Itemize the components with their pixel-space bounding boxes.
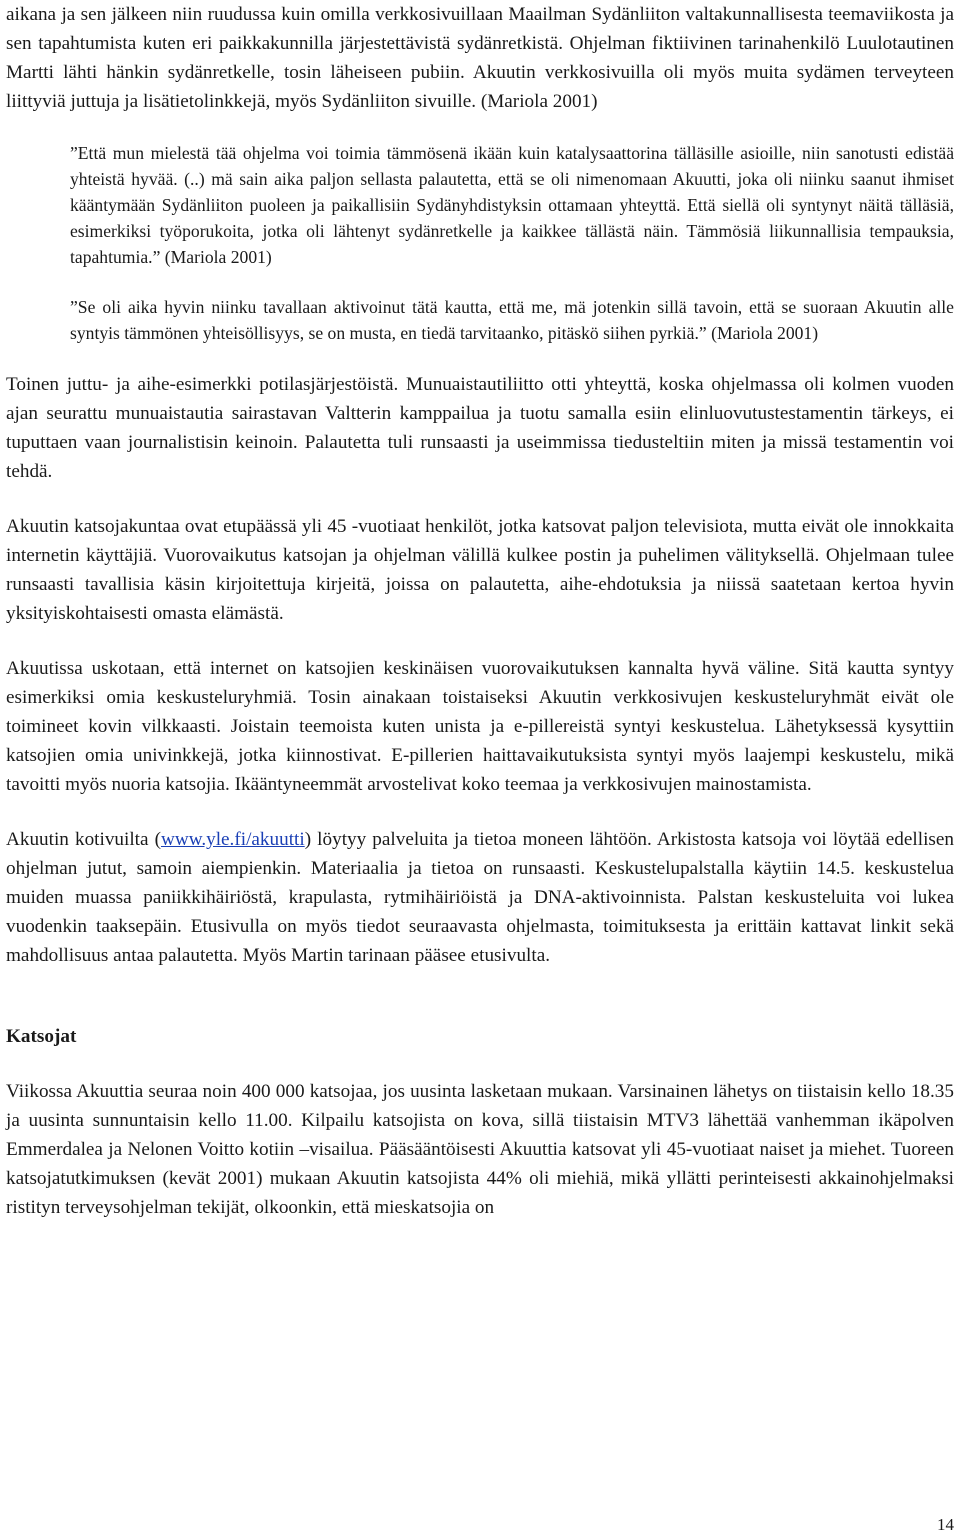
paragraph-munuaistautiliitto: Toinen juttu- ja aihe-esimerkki potilasjärjestöistä. Munuaistautiliitto otti yhteyttä, koska ohjelmassa oli kolmen vuoden ajan seurattu munuaistautia sairastavan Valtterin kamppailua ja tuotu samalla esiin elinluovutustestamentin tärkeys, ei tuputtaen vaan journalistisin keinoin. Palautetta tuli runsaasti ja useimmissa tiedusteltiin miten ja missä testamentin voi tehdä. xyxy=(6,374,954,482)
akuutti-link[interactable]: www.yle.fi/akuutti xyxy=(161,829,305,850)
paragraph-sydanliitto: aikana ja sen jälkeen niin ruudussa kuin omilla verkkosivuillaan Maailman Sydänliiton valtakunnallisesta teemaviikosta ja sen tapahtumista kuten eri paikkakunnilla järjestettävistä sydänretkistä. Ohjelman fiktiivinen tarinahenkilö Luulotautinen Martti lähti hänkin sydänretkelle, tosin läheiseen pubiin. Akuutin verkkosivuilla oli myös muita sydämen terveyteen liittyviä juttuja ja lisätietolinkkejä, myös Sydänliiton sivuille. (Mariola 2001) xyxy=(6,4,954,112)
quote-catalyst: ”Että mun mielestä tää ohjelma voi toimia tämmösenä ikään kuin katalysaattorina tälläsille asioille, niin sanotusti edistää yhteistä hyvää. (..) mä sain aika paljon sellasta palautetta, että se oli nimenomaan Akuutti, joka oli niinku saanut ihmiset kääntymään Sydänliiton puoleen ja paikallisiin Sydänyhdistyksin ottamaan yhteyttä. Että siellä oli syntynyt näitä tälläsiä, esimerkiksi työporukoita, jotka oli lähtenyt sydänretkelle ja kaikkee tällästä näin. Tämmösiä liikunnallisia tempauksia, tapahtumia.” (Mariola 2001) xyxy=(70,143,954,267)
website-text-after: ) löytyy palveluita ja tietoa moneen lähtöön. Arkistosta katsoja voi löytää edellisen ohjelman jutut, samoin aiempienkin. Materiaalia ja tietoa on runsaasti. Keskustelupalstalla käytiin 14.5. keskustelua muiden muassa paniikkihäiriöstä, krapulasta, rytmihäiriöistä ja DNA-aktivoinnista. Palstan keskusteluita voi lukea vuodenkin taaksepäin. Etusivulla on myös tiedot seuraavasta ohjelmasta, toimituksesta ja erittäin kattavat linkit sekä mahdollisuus antaa palautetta. Myös Martin tarinaan pääsee etusivulta. xyxy=(6,829,954,966)
document-page xyxy=(6,0,954,1222)
paragraph-website xyxy=(6,825,954,970)
paragraph-internet: Akuutissa uskotaan, että internet on katsojien keskinäisen vuorovaikutuksen kannalta hyvä väline. Sitä kautta syntyy esimerkiksi omia keskusteluryhmiä. Tosin ainakaan toistaiseksi Akuutin verkkosivujen keskusteluryhmät eivät ole toimineet kovin vilkkaasti. Joistain teemoista kuten unista ja e-pillereistä syntyi keskustelua. Lähetyksessä kysyttiin katsojien omia univinkkejä, jotka kiinnostivat. E-pillerien haittavaikutuksista syntyi myös laajempi keskustelu, mikä tavoitti myös nuoria katsojia. Ikääntyneemmät arvostelivat koko teemaa ja verkkosivujen mainostamista. xyxy=(6,658,954,795)
website-text-before: Akuutin kotivuilta ( xyxy=(6,829,161,850)
paragraph-viewers: Viikossa Akuuttia seuraa noin 400 000 katsojaa, jos uusinta lasketaan mukaan. Varsinainen lähetys on tiistaisin kello 18.35 ja uusinta sunnuntaisin kello 11.00. Kilpailu katsojista on kova, sillä tiistaisin MTV3 lähettää vanhemman ikäpolven Emmerdalea ja Nelonen Voitto kotiin –visailua. Pääsääntöisesti Akuuttia katsovat yli 45-vuotiaat naiset ja miehet. Tuoreen katsojatutkimuksen (kevät 2001) mukaan Akuutin katsojista 44% oli miehiä, mikä yllätti perinteisesti akkainohjelmaksi ristityn terveysohjelman tekijät, olkoonkin, että mieskatsojia on xyxy=(6,1081,954,1218)
paragraph-audience: Akuutin katsojakuntaa ovat etupäässä yli 45 -vuotiaat henkilöt, jotka katsovat paljon televisiota, mutta eivät ole innokkaita internetin käyttäjiä. Vuorovaikutus katsojan ja ohjelman välillä kulkee postin ja puhelimen välityksellä. Ohjelmaan tulee runsaasti tavallisia käsin kirjoitettuja kirjeitä, joissa on palautetta, aihe-ehdotuksia ja niissä saatetaan kertoa hyvin yksityiskohtaisesti omasta elämästä. xyxy=(6,516,954,624)
quote-community: ”Se oli aika hyvin niinku tavallaan aktivoinut tätä kautta, että me, mä jotenkin sillä tavoin, että se suoraan Akuutin alle syntyis tämmönen yhteisöllisyys, se on musta, en tiedä tarvitaanko, pitäskö siihen pyrkiä.” (Mariola 2001) xyxy=(70,297,954,343)
page-number: 14 xyxy=(937,1515,954,1534)
section-heading-katsojat: Katsojat xyxy=(6,1026,77,1047)
